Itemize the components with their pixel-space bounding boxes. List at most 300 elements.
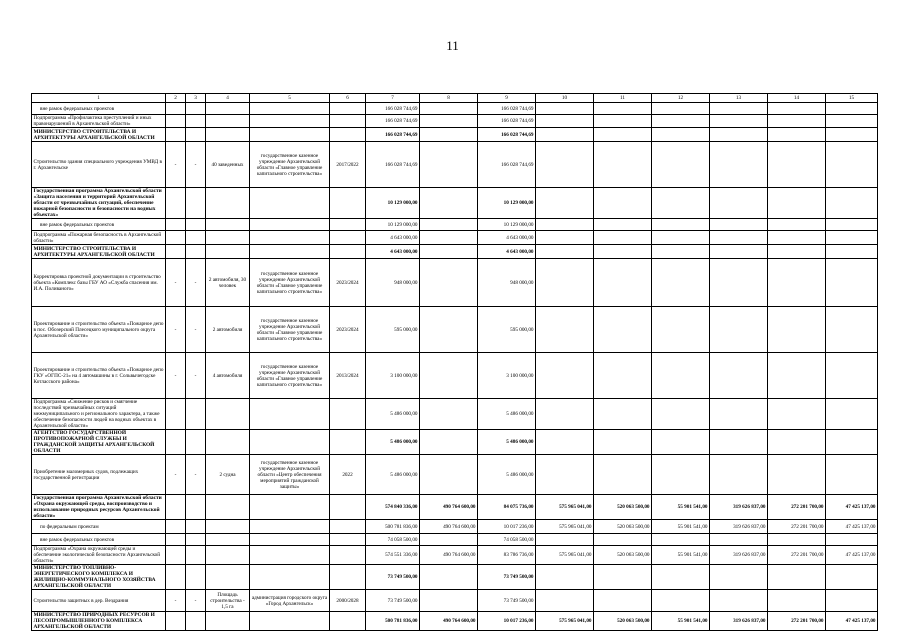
table-cell	[330, 495, 366, 520]
table-cell	[206, 534, 250, 546]
table-cell	[186, 495, 206, 520]
column-header: 6	[330, 94, 366, 103]
table-cell	[420, 259, 478, 307]
table-cell: 520 063 500,00	[594, 546, 652, 565]
table-cell: 319 626 837,00	[710, 612, 768, 631]
table-cell	[166, 495, 186, 520]
table-cell: 10 129 000,00	[366, 188, 420, 219]
table-cell: -	[186, 590, 206, 612]
table-cell	[594, 115, 652, 128]
table-cell: 166 028 744,69	[366, 115, 420, 128]
table-cell	[826, 399, 878, 430]
table-cell	[710, 534, 768, 546]
table-cell	[536, 590, 594, 612]
table-cell	[594, 245, 652, 259]
table-cell: государственное казенное учреждение Архангельской области «Главное управление капитального строительства»	[250, 353, 330, 399]
table-cell	[826, 231, 878, 245]
table-cell	[250, 399, 330, 430]
table-cell: 490 764 600,00	[420, 520, 478, 534]
table-cell	[594, 231, 652, 245]
table-cell	[826, 534, 878, 546]
table-cell	[420, 245, 478, 259]
table-cell	[710, 128, 768, 142]
table-cell: -	[166, 455, 186, 495]
table-cell	[594, 353, 652, 399]
table-cell	[206, 188, 250, 219]
table-cell	[536, 399, 594, 430]
table-cell	[186, 231, 206, 245]
row-label-cell: Государственная программа Архангельской области «Защита населения и территорий Архангельской области от чрезвычайных ситуаций, обеспечение пожарной безопасности и безопасности на водных объектах»	[32, 188, 166, 219]
table-cell: 4 643 000,00	[366, 245, 420, 259]
table-cell	[594, 259, 652, 307]
table-cell	[826, 259, 878, 307]
table-cell	[710, 103, 768, 115]
table-cell	[420, 590, 478, 612]
table-cell: 272 201 700,00	[768, 612, 826, 631]
row-label-cell: Приобретение маломерных судов, подлежащих государственной регистрации	[32, 455, 166, 495]
table-cell	[652, 353, 710, 399]
table-cell	[330, 612, 366, 631]
table-cell	[166, 399, 186, 430]
table-cell	[166, 245, 186, 259]
table-row	[32, 245, 878, 259]
table-cell	[652, 259, 710, 307]
table-cell: -	[186, 307, 206, 353]
table-cell	[420, 399, 478, 430]
row-label-cell: Корректировка проектной документации в строительство объекта «Комплекс базы ГБУ АО «Служба спасения им. И.А. Поливаного»	[32, 259, 166, 307]
table-cell	[768, 245, 826, 259]
row-label-cell: Проектирование и строительство объекта «Пожарное депо в пос. Обозерский Плесецкого муниципального округа Архангельской области»	[32, 307, 166, 353]
table-cell	[768, 142, 826, 188]
table-cell	[206, 546, 250, 565]
table-cell: 3 100 000,00	[478, 353, 536, 399]
table-cell	[166, 520, 186, 534]
table-cell	[186, 534, 206, 546]
table-cell: 55 901 541,00	[652, 612, 710, 631]
table-cell: 47 425 137,00	[826, 495, 878, 520]
table-cell: 595 000,00	[366, 307, 420, 353]
table-cell	[330, 245, 366, 259]
table-row	[32, 142, 878, 188]
table-cell: -	[166, 307, 186, 353]
table-cell	[206, 430, 250, 455]
table-cell	[652, 307, 710, 353]
table-cell	[536, 115, 594, 128]
table-cell	[710, 399, 768, 430]
table-cell: 490 764 600,00	[420, 546, 478, 565]
table-cell: -	[186, 353, 206, 399]
row-label-cell: Подпрограмма «Пожарная безопасность в Архангельской области»	[32, 231, 166, 245]
row-label-cell: МИНИСТЕРСТВО ПРИРОДНЫХ РЕСУРСОВ И ЛЕСОПРОМЫШЛЕННОГО КОМПЛЕКСА АРХАНГЕЛЬСКОЙ ОБЛАСТИ	[32, 612, 166, 631]
table-cell	[710, 219, 768, 231]
table-row	[32, 259, 878, 307]
row-label-cell: Подпрограмма «Охрана окружающей среды и обеспечение экологической безопасности Архангельской области»	[32, 546, 166, 565]
table-cell: 5 486 000,00	[478, 455, 536, 495]
table-cell	[710, 430, 768, 455]
table-cell: 520 063 500,00	[594, 495, 652, 520]
table-cell: -	[186, 455, 206, 495]
table-cell	[826, 245, 878, 259]
table-cell	[826, 455, 878, 495]
table-cell: государственное казенное учреждение Архангельской области «Центр обеспечения мероприятий гражданской защиты»	[250, 455, 330, 495]
table-cell: -	[186, 259, 206, 307]
table-cell	[186, 115, 206, 128]
table-cell	[250, 612, 330, 631]
row-label-cell: по федеральным проектам	[32, 520, 166, 534]
table-cell	[536, 231, 594, 245]
table-cell	[166, 103, 186, 115]
row-label-cell: Государственная программа Архангельской области «Охрана окружающей среды, воспроизводство и использование природных ресурсов Архангельской области»	[32, 495, 166, 520]
table-cell: 2 автомобиля	[206, 307, 250, 353]
table-cell: 5 486 000,00	[366, 430, 420, 455]
table-cell	[166, 612, 186, 631]
table-cell: 2023/2024	[330, 259, 366, 307]
table-cell	[250, 219, 330, 231]
table-cell	[768, 188, 826, 219]
table-cell	[536, 430, 594, 455]
table-cell	[768, 219, 826, 231]
table-cell: 47 425 137,00	[826, 520, 878, 534]
table-row	[32, 565, 878, 590]
table-row	[32, 399, 878, 430]
column-header: 8	[420, 94, 478, 103]
table-row	[32, 128, 878, 142]
table-cell	[206, 399, 250, 430]
table-cell: 5 486 000,00	[366, 455, 420, 495]
table-cell: 55 901 541,00	[652, 546, 710, 565]
table-cell: 84 075 736,00	[478, 495, 536, 520]
table-cell	[710, 245, 768, 259]
table-cell	[206, 128, 250, 142]
table-row	[32, 353, 878, 399]
table-cell	[652, 103, 710, 115]
table-cell	[594, 430, 652, 455]
table-cell: 47 425 137,00	[826, 612, 878, 631]
table-cell	[594, 399, 652, 430]
table-body	[32, 94, 878, 631]
table-cell	[710, 188, 768, 219]
table-cell	[594, 103, 652, 115]
table-cell	[250, 231, 330, 245]
row-label-cell: МИНИСТЕРСТВО ТОПЛИВНО-ЭНЕРГЕТИЧЕСКОГО КОМПЛЕКСА И ЖИЛИЩНО-КОММУНАЛЬНОГО ХОЗЯЙСТВА АРХАНГЕЛЬСКОЙ ОБЛАСТИ	[32, 565, 166, 590]
table-cell	[186, 520, 206, 534]
table-cell	[206, 115, 250, 128]
table-cell	[420, 231, 478, 245]
table-cell: 2013/2024	[330, 353, 366, 399]
column-header: 11	[594, 94, 652, 103]
table-cell	[536, 259, 594, 307]
table-cell: 2022	[330, 455, 366, 495]
column-header: 1	[32, 94, 166, 103]
table-cell: 574 840 336,00	[366, 495, 420, 520]
table-row	[32, 520, 878, 534]
table-cell	[652, 399, 710, 430]
column-header: 14	[768, 94, 826, 103]
table-cell: 10 129 000,00	[478, 188, 536, 219]
table-cell	[186, 219, 206, 231]
table-cell: государственное казенное учреждение Архангельской области «Главное управление капитального строительства»	[250, 307, 330, 353]
row-label-cell: МИНИСТЕРСТВО СТРОИТЕЛЬСТВА И АРХИТЕКТУРЫ АРХАНГЕЛЬСКОЙ ОБЛАСТИ	[32, 245, 166, 259]
table-cell: 575 965 041,00	[536, 612, 594, 631]
column-header: 3	[186, 94, 206, 103]
table-cell: 166 028 744,69	[478, 115, 536, 128]
table-cell: 55 901 541,00	[652, 495, 710, 520]
table-cell	[330, 399, 366, 430]
table-cell	[250, 495, 330, 520]
table-cell: -	[166, 590, 186, 612]
table-row	[32, 231, 878, 245]
table-cell: -	[166, 353, 186, 399]
table-row	[32, 455, 878, 495]
table-cell	[536, 307, 594, 353]
table-cell: 40 заведенных	[206, 142, 250, 188]
table-cell	[652, 188, 710, 219]
table-cell	[420, 219, 478, 231]
table-cell	[420, 307, 478, 353]
table-cell	[594, 142, 652, 188]
row-label-cell: АГЕНТСТВО ГОСУДАРСТВЕННОЙ ПРОТИВОПОЖАРНОЙ СЛУЖБЫ И ГРАЖДАНСКОЙ ЗАЩИТЫ АРХАНГЕЛЬСКОЙ ОБЛАСТИ	[32, 430, 166, 455]
table-cell	[594, 307, 652, 353]
row-label-cell: Строительство защитных в дер. Вездрания	[32, 590, 166, 612]
table-cell	[250, 520, 330, 534]
table-cell	[330, 430, 366, 455]
table-cell: 2017/2022	[330, 142, 366, 188]
table-cell	[330, 546, 366, 565]
table-cell	[710, 142, 768, 188]
table-cell	[826, 219, 878, 231]
table-cell: 490 764 600,00	[420, 612, 478, 631]
table-cell	[206, 520, 250, 534]
table-cell: 166 028 744,69	[366, 142, 420, 188]
table-cell	[594, 534, 652, 546]
column-header: 12	[652, 94, 710, 103]
table-cell: 574 551 336,00	[366, 546, 420, 565]
table-cell	[330, 219, 366, 231]
table-cell	[768, 565, 826, 590]
table-cell	[250, 115, 330, 128]
table-cell	[710, 115, 768, 128]
table-cell: -	[166, 142, 186, 188]
table-cell	[652, 219, 710, 231]
table-cell: 74 058 500,00	[366, 534, 420, 546]
table-cell	[768, 231, 826, 245]
table-row	[32, 590, 878, 612]
table-cell: 490 764 600,00	[420, 495, 478, 520]
table-cell: 166 028 744,69	[478, 103, 536, 115]
table-cell	[186, 128, 206, 142]
row-label-cell: вне рамок федеральных проектов	[32, 534, 166, 546]
table-cell	[186, 245, 206, 259]
column-header: 4	[206, 94, 250, 103]
table-cell	[536, 128, 594, 142]
table-cell	[652, 142, 710, 188]
table-cell: 575 965 041,00	[536, 495, 594, 520]
table-cell	[166, 231, 186, 245]
table-cell	[768, 103, 826, 115]
table-cell: 73 749 500,00	[366, 590, 420, 612]
table-cell	[250, 128, 330, 142]
table-cell	[594, 455, 652, 495]
table-cell	[186, 565, 206, 590]
table-cell: 166 028 744,69	[478, 142, 536, 188]
row-label-cell: Подпрограмма «Снижение рисков и смягчение последствий чрезвычайных ситуаций межмуниципального и регионального характера, а также обеспечение безопасности людей на водных объектах в Архангельской области»	[32, 399, 166, 430]
table-cell: 10 017 236,00	[478, 520, 536, 534]
table-cell	[250, 245, 330, 259]
table-cell: 319 626 837,00	[710, 520, 768, 534]
table-cell	[206, 231, 250, 245]
table-cell	[652, 115, 710, 128]
table-cell: 73 749 500,00	[478, 590, 536, 612]
table-cell	[594, 219, 652, 231]
table-cell	[420, 103, 478, 115]
row-label-cell: вне рамок федеральных проектов	[32, 103, 166, 115]
table-cell	[330, 520, 366, 534]
table-cell	[166, 115, 186, 128]
table-cell	[330, 565, 366, 590]
table-cell	[536, 455, 594, 495]
table-cell: 5 486 000,00	[478, 399, 536, 430]
table-cell: -	[186, 142, 206, 188]
table-cell	[652, 534, 710, 546]
table-cell	[826, 590, 878, 612]
column-header: 2	[166, 94, 186, 103]
table-cell	[330, 103, 366, 115]
header-row	[32, 94, 878, 103]
budget-table-container	[31, 93, 877, 631]
table-row	[32, 188, 878, 219]
table-row	[32, 430, 878, 455]
table-cell	[826, 430, 878, 455]
table-cell: 2 судна	[206, 455, 250, 495]
table-row	[32, 495, 878, 520]
table-cell: 948 000,00	[478, 259, 536, 307]
row-label-cell: Строительство здания специального учреждения УМВД в г. Архангельске	[32, 142, 166, 188]
row-label-cell: вне рамок федеральных проектов	[32, 219, 166, 231]
table-cell	[826, 115, 878, 128]
table-cell	[826, 565, 878, 590]
table-cell: 3 100 000,00	[366, 353, 420, 399]
table-cell: 272 201 700,00	[768, 495, 826, 520]
table-cell: 4 643 000,00	[366, 231, 420, 245]
table-cell	[768, 399, 826, 430]
table-cell	[768, 115, 826, 128]
table-cell: 319 626 837,00	[710, 546, 768, 565]
table-cell	[206, 565, 250, 590]
table-cell: 500 781 836,00	[366, 520, 420, 534]
table-cell: 2000/2028	[330, 590, 366, 612]
table-cell: 2023/2024	[330, 307, 366, 353]
table-cell: 2 автомобиля, 30 человек	[206, 259, 250, 307]
table-cell	[826, 142, 878, 188]
table-cell	[768, 534, 826, 546]
column-header: 9	[478, 94, 536, 103]
table-cell	[420, 430, 478, 455]
table-cell	[536, 565, 594, 590]
table-cell	[250, 188, 330, 219]
table-cell	[420, 128, 478, 142]
table-cell: 948 000,00	[366, 259, 420, 307]
table-cell	[768, 353, 826, 399]
table-cell: 166 028 744,69	[478, 128, 536, 142]
table-cell	[710, 353, 768, 399]
table-cell: 595 000,00	[478, 307, 536, 353]
column-header: 7	[366, 94, 420, 103]
table-cell	[652, 565, 710, 590]
table-cell: 10 017 236,00	[478, 612, 536, 631]
table-cell	[420, 115, 478, 128]
table-cell	[826, 307, 878, 353]
table-cell: 272 201 700,00	[768, 546, 826, 565]
table-cell	[206, 245, 250, 259]
table-cell	[166, 219, 186, 231]
table-cell	[186, 188, 206, 219]
budget-table	[31, 93, 878, 631]
table-cell: 520 063 500,00	[594, 612, 652, 631]
table-cell	[166, 188, 186, 219]
column-header: 15	[826, 94, 878, 103]
table-cell	[536, 188, 594, 219]
table-cell	[206, 495, 250, 520]
table-cell: 74 058 500,00	[478, 534, 536, 546]
table-cell	[166, 534, 186, 546]
table-cell: 166 028 744,69	[366, 103, 420, 115]
table-cell	[186, 399, 206, 430]
table-cell: 5 486 000,00	[478, 430, 536, 455]
table-cell	[330, 115, 366, 128]
table-cell: -	[166, 259, 186, 307]
table-cell: 575 965 041,00	[536, 520, 594, 534]
table-cell	[330, 534, 366, 546]
table-cell: 47 425 137,00	[826, 546, 878, 565]
table-cell: Площадь строительства - 1,5 га	[206, 590, 250, 612]
table-cell: 73 749 500,00	[366, 565, 420, 590]
table-cell	[250, 546, 330, 565]
table-cell	[594, 565, 652, 590]
table-cell	[536, 353, 594, 399]
table-row	[32, 219, 878, 231]
table-cell: 55 901 541,00	[652, 520, 710, 534]
table-cell	[594, 128, 652, 142]
table-cell	[710, 565, 768, 590]
table-cell: 272 201 700,00	[768, 520, 826, 534]
table-cell	[652, 455, 710, 495]
table-row	[32, 115, 878, 128]
table-cell	[206, 103, 250, 115]
table-cell	[826, 188, 878, 219]
table-row	[32, 534, 878, 546]
table-cell: 166 028 744,69	[366, 128, 420, 142]
table-cell	[250, 565, 330, 590]
table-cell	[710, 590, 768, 612]
page-number: 11	[446, 38, 459, 53]
table-cell	[768, 455, 826, 495]
table-cell	[710, 455, 768, 495]
table-cell	[826, 103, 878, 115]
table-cell: 520 063 500,00	[594, 520, 652, 534]
table-cell: 4 автомобиля	[206, 353, 250, 399]
table-cell: 73 749 500,00	[478, 565, 536, 590]
table-cell	[594, 188, 652, 219]
table-cell	[330, 128, 366, 142]
table-cell: 10 129 000,00	[478, 219, 536, 231]
table-cell	[710, 231, 768, 245]
table-cell: 4 643 000,00	[478, 231, 536, 245]
table-cell	[186, 430, 206, 455]
table-cell: 4 643 000,00	[478, 245, 536, 259]
table-cell	[166, 565, 186, 590]
table-cell	[826, 353, 878, 399]
table-cell	[652, 231, 710, 245]
